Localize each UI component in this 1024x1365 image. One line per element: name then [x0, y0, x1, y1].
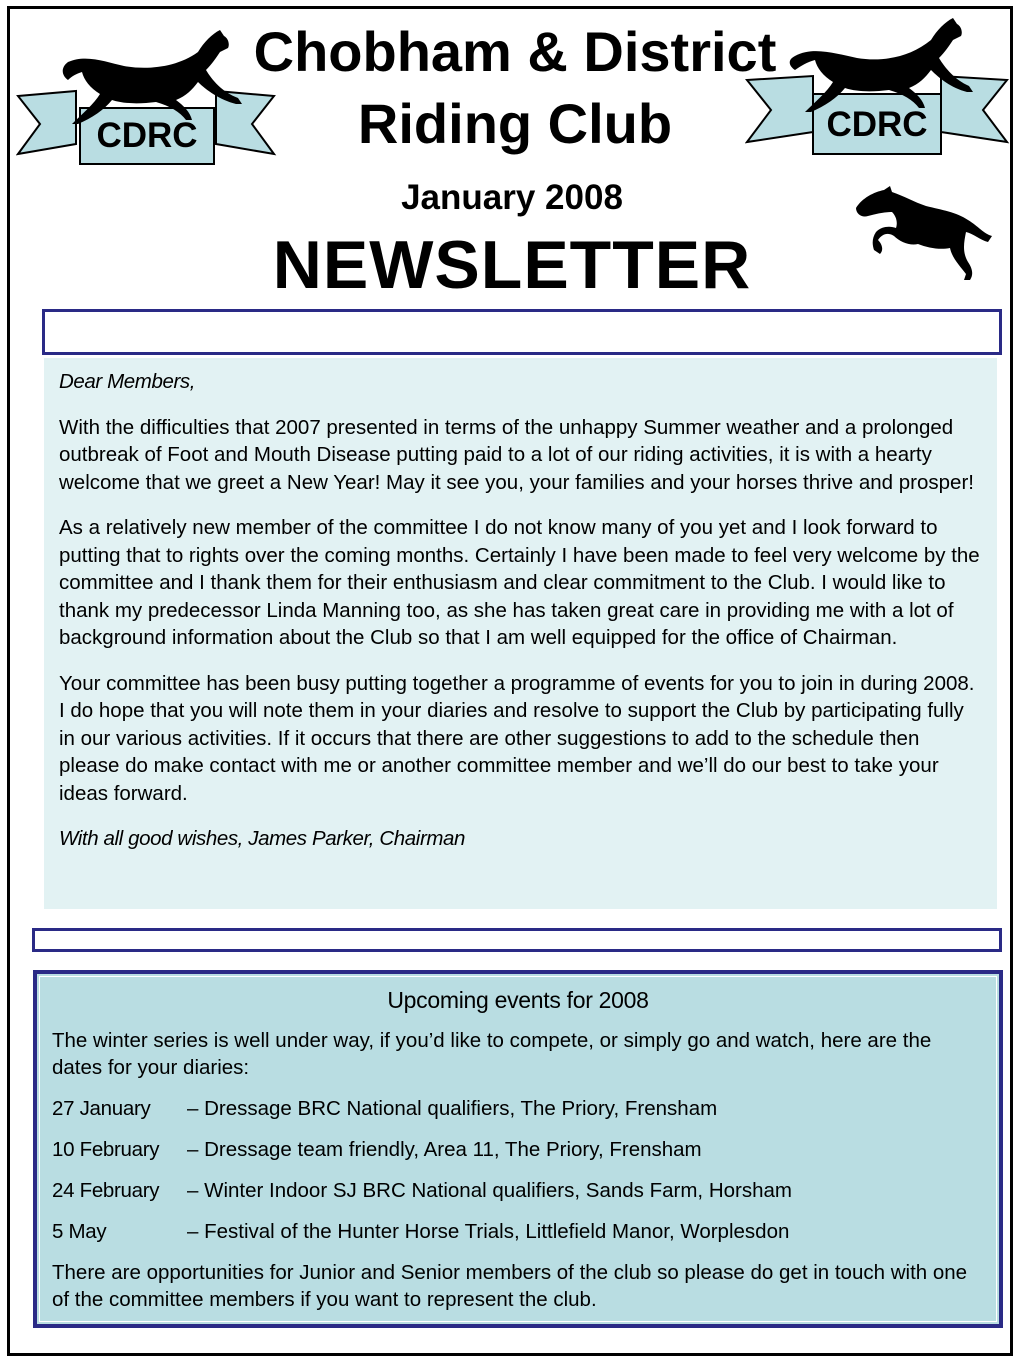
event-description: – Dressage BRC National qualifiers, The Priory, Frensham [187, 1096, 718, 1120]
event-description: – Dressage team friendly, Area 11, The Priory, Frensham [187, 1137, 702, 1161]
chairman-letter [44, 358, 997, 909]
event-date: 24 February [52, 1178, 160, 1202]
jumping-horse-icon [852, 184, 994, 284]
letter-signoff: With all good wishes, James Parker, Chairman [59, 827, 466, 850]
event-description: – Winter Indoor SJ BRC National qualifiers, Sands Farm, Horsham [187, 1178, 792, 1202]
events-outro: There are opportunities for Junior and Senior members of the club so please do get in touch with one of the committee members if you want to represent the club. [52, 1260, 968, 1311]
svg-text:CDRC: CDRC [96, 116, 198, 155]
events-title: Upcoming events for 2008 [387, 987, 649, 1013]
letter-paragraph: As a relatively new member of the committee I do not know many of you yet and I look forward to putting that to rights over the coming months. Certainly I have been made to feel very welcome by the committee and I thank them for their enthusiasm and clear commitment to the Club. I would like to thank my predecessor Linda Manning too, as she has taken great care in providing me with a lot of background information about the Club so that I am well equipped for the office of Chairman. [59, 516, 980, 649]
event-item [52, 1177, 984, 1205]
event-item [52, 1136, 984, 1164]
club-title-line2: Riding Club [357, 92, 673, 155]
event-description: – Festival of the Hunter Horse Trials, Littlefield Manor, Worplesdon [187, 1219, 790, 1243]
event-item [52, 1218, 984, 1246]
letter-paragraph: With the difficulties that 2007 presented in terms of the unhappy Summer weather and a prolonged outbreak of Foot and Mouth Disease putting paid to a lot of our riding activities, it is with a hearty welcome that we greet a New Year! May it see you, your families and your horses thrive and prosper! [59, 415, 974, 494]
event-date: 10 February [52, 1137, 160, 1161]
letter-paragraph: Your committee has been busy putting together a programme of events for you to join in during 2008. I do hope that you will note them in your diaries and resolve to support the Club by participating fully in our various activities. If it occurs that there are other suggestions to add to the schedule then please do make contact with me or another committee member and we’ll do our best to take your ideas forward. [59, 671, 975, 805]
divider-bar-top [42, 309, 1002, 355]
svg-text:CDRC: CDRC [826, 105, 928, 144]
events-intro: The winter series is well under way, if you’d like to compete, or simply go and watch, here are the dates for your diaries: [52, 1028, 932, 1079]
newsletter-heading: NEWSLETTER [272, 227, 752, 303]
issue-date: January 2008 [401, 178, 623, 217]
letter-salutation: Dear Members, [59, 370, 196, 393]
event-date: 5 May [52, 1219, 107, 1243]
event-date: 27 January [52, 1096, 151, 1120]
club-title-line1: Chobham & District [253, 20, 777, 83]
divider-bar-middle [32, 928, 1002, 952]
upcoming-events-box [33, 970, 1003, 1328]
event-item [52, 1095, 984, 1123]
